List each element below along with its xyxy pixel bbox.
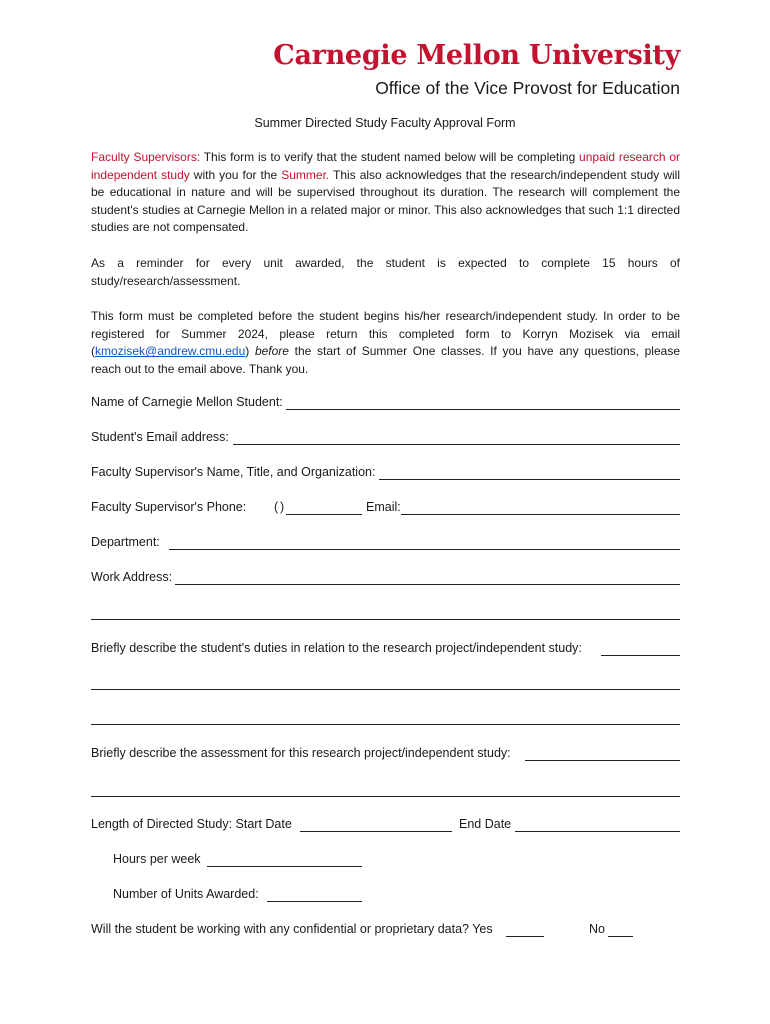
work-address-line-2[interactable] <box>91 619 680 620</box>
phone-number-input[interactable] <box>286 514 362 515</box>
faculty-supervisors-label: Faculty Supervisors: <box>91 150 201 164</box>
hours-per-week-field <box>113 852 413 870</box>
supervisor-name-field <box>91 465 680 483</box>
length-field <box>91 817 680 835</box>
confidential-data-label: Will the student be working with any confidential or proprietary data? Yes <box>91 922 493 936</box>
confidential-data-field <box>91 922 680 940</box>
form-title: Summer Directed Study Faculty Approval Form <box>254 116 516 130</box>
university-logo: Carnegie Mellon University <box>273 40 680 71</box>
end-date-input[interactable] <box>515 831 680 832</box>
phone-open-paren: ( <box>274 500 279 514</box>
instructions-text: ) <box>245 344 255 359</box>
student-name-input[interactable] <box>286 409 680 410</box>
intro-text: This form is to verify that the student named below will be completing <box>200 150 580 164</box>
student-name-label: Name of Carnegie Mellon Student: <box>91 395 283 409</box>
intro-text: This also acknowledges that the research/independent study will be educational in nature and will be supervised throughout its duration. The research will complement the student's studies at Carnegie Mellon in a related major or minor. This also acknowledges that such 1:1 directed studies are not compensated. <box>91 167 680 235</box>
before-text: before <box>254 344 289 359</box>
student-name-field <box>91 395 680 413</box>
instructions-text: This form must be completed before the student begins his/her research/independent study. In order to be registered for Summer 2024, please return this completed form to Korryn Mozisek via email ( <box>91 309 680 359</box>
supervisor-phone-field <box>91 500 680 518</box>
intro-text: with you for the <box>189 167 282 182</box>
supervisor-name-input[interactable] <box>379 479 680 480</box>
work-address-label: Work Address: <box>91 570 173 584</box>
hours-per-week-input[interactable] <box>207 866 362 867</box>
instructions-paragraph <box>91 308 680 378</box>
assessment-input[interactable] <box>525 760 680 761</box>
units-awarded-input[interactable] <box>267 901 362 902</box>
work-address-input[interactable] <box>175 584 680 585</box>
start-date-label: Length of Directed Study: Start Date <box>91 817 292 831</box>
student-email-field <box>91 430 680 448</box>
duties-label: Briefly describe the student's duties in relation to the research project/independent study: <box>91 641 582 655</box>
duties-line-3[interactable] <box>91 724 680 725</box>
assessment-label: Briefly describe the assessment for this research project/independent study: <box>91 746 511 760</box>
duties-line-2[interactable] <box>91 689 680 690</box>
confidential-yes-input[interactable] <box>506 936 544 937</box>
end-date-label: End Date <box>459 817 512 831</box>
supervisor-email-label: Email: <box>366 500 401 514</box>
assessment-field <box>91 746 680 764</box>
department-label: Department: <box>91 535 160 549</box>
intro-paragraph <box>91 149 680 237</box>
duties-field <box>91 641 680 659</box>
supervisor-email-input[interactable] <box>401 514 680 515</box>
student-email-label: Student's Email address: <box>91 430 229 444</box>
phone-area-code-input[interactable] <box>280 500 325 514</box>
assessment-line-2[interactable] <box>91 796 680 797</box>
summer-text: Summer. <box>281 167 330 182</box>
supervisor-name-label: Faculty Supervisor's Name, Title, and Organization: <box>91 465 376 479</box>
units-awarded-label: Number of Units Awarded: <box>113 887 259 901</box>
office-name: Office of the Vice Provost for Education <box>375 78 680 98</box>
department-input[interactable] <box>169 549 680 550</box>
confidential-no-input[interactable] <box>608 936 633 937</box>
supervisor-phone-label: Faculty Supervisor's Phone: <box>91 500 247 514</box>
department-field <box>91 535 680 553</box>
work-address-field <box>91 570 680 588</box>
phone-close-paren: ) <box>280 500 285 514</box>
unpaid-research-text: unpaid research or independent study <box>91 150 681 182</box>
reminder-paragraph: As a reminder for every unit awarded, the student is expected to complete 15 hours of study/research/assessment. <box>91 256 680 288</box>
contact-email-link[interactable]: kmozisek@andrew.cmu.edu <box>95 344 246 359</box>
start-date-input[interactable] <box>300 831 452 832</box>
duties-input[interactable] <box>601 655 680 656</box>
hours-per-week-label: Hours per week <box>113 852 201 866</box>
student-email-input[interactable] <box>233 444 680 445</box>
confidential-no-label: No <box>589 922 605 936</box>
units-awarded-field <box>113 887 413 905</box>
instructions-text: the start of Summer One classes. If you have any questions, please reach out to the email above. Thank you. <box>91 344 680 376</box>
